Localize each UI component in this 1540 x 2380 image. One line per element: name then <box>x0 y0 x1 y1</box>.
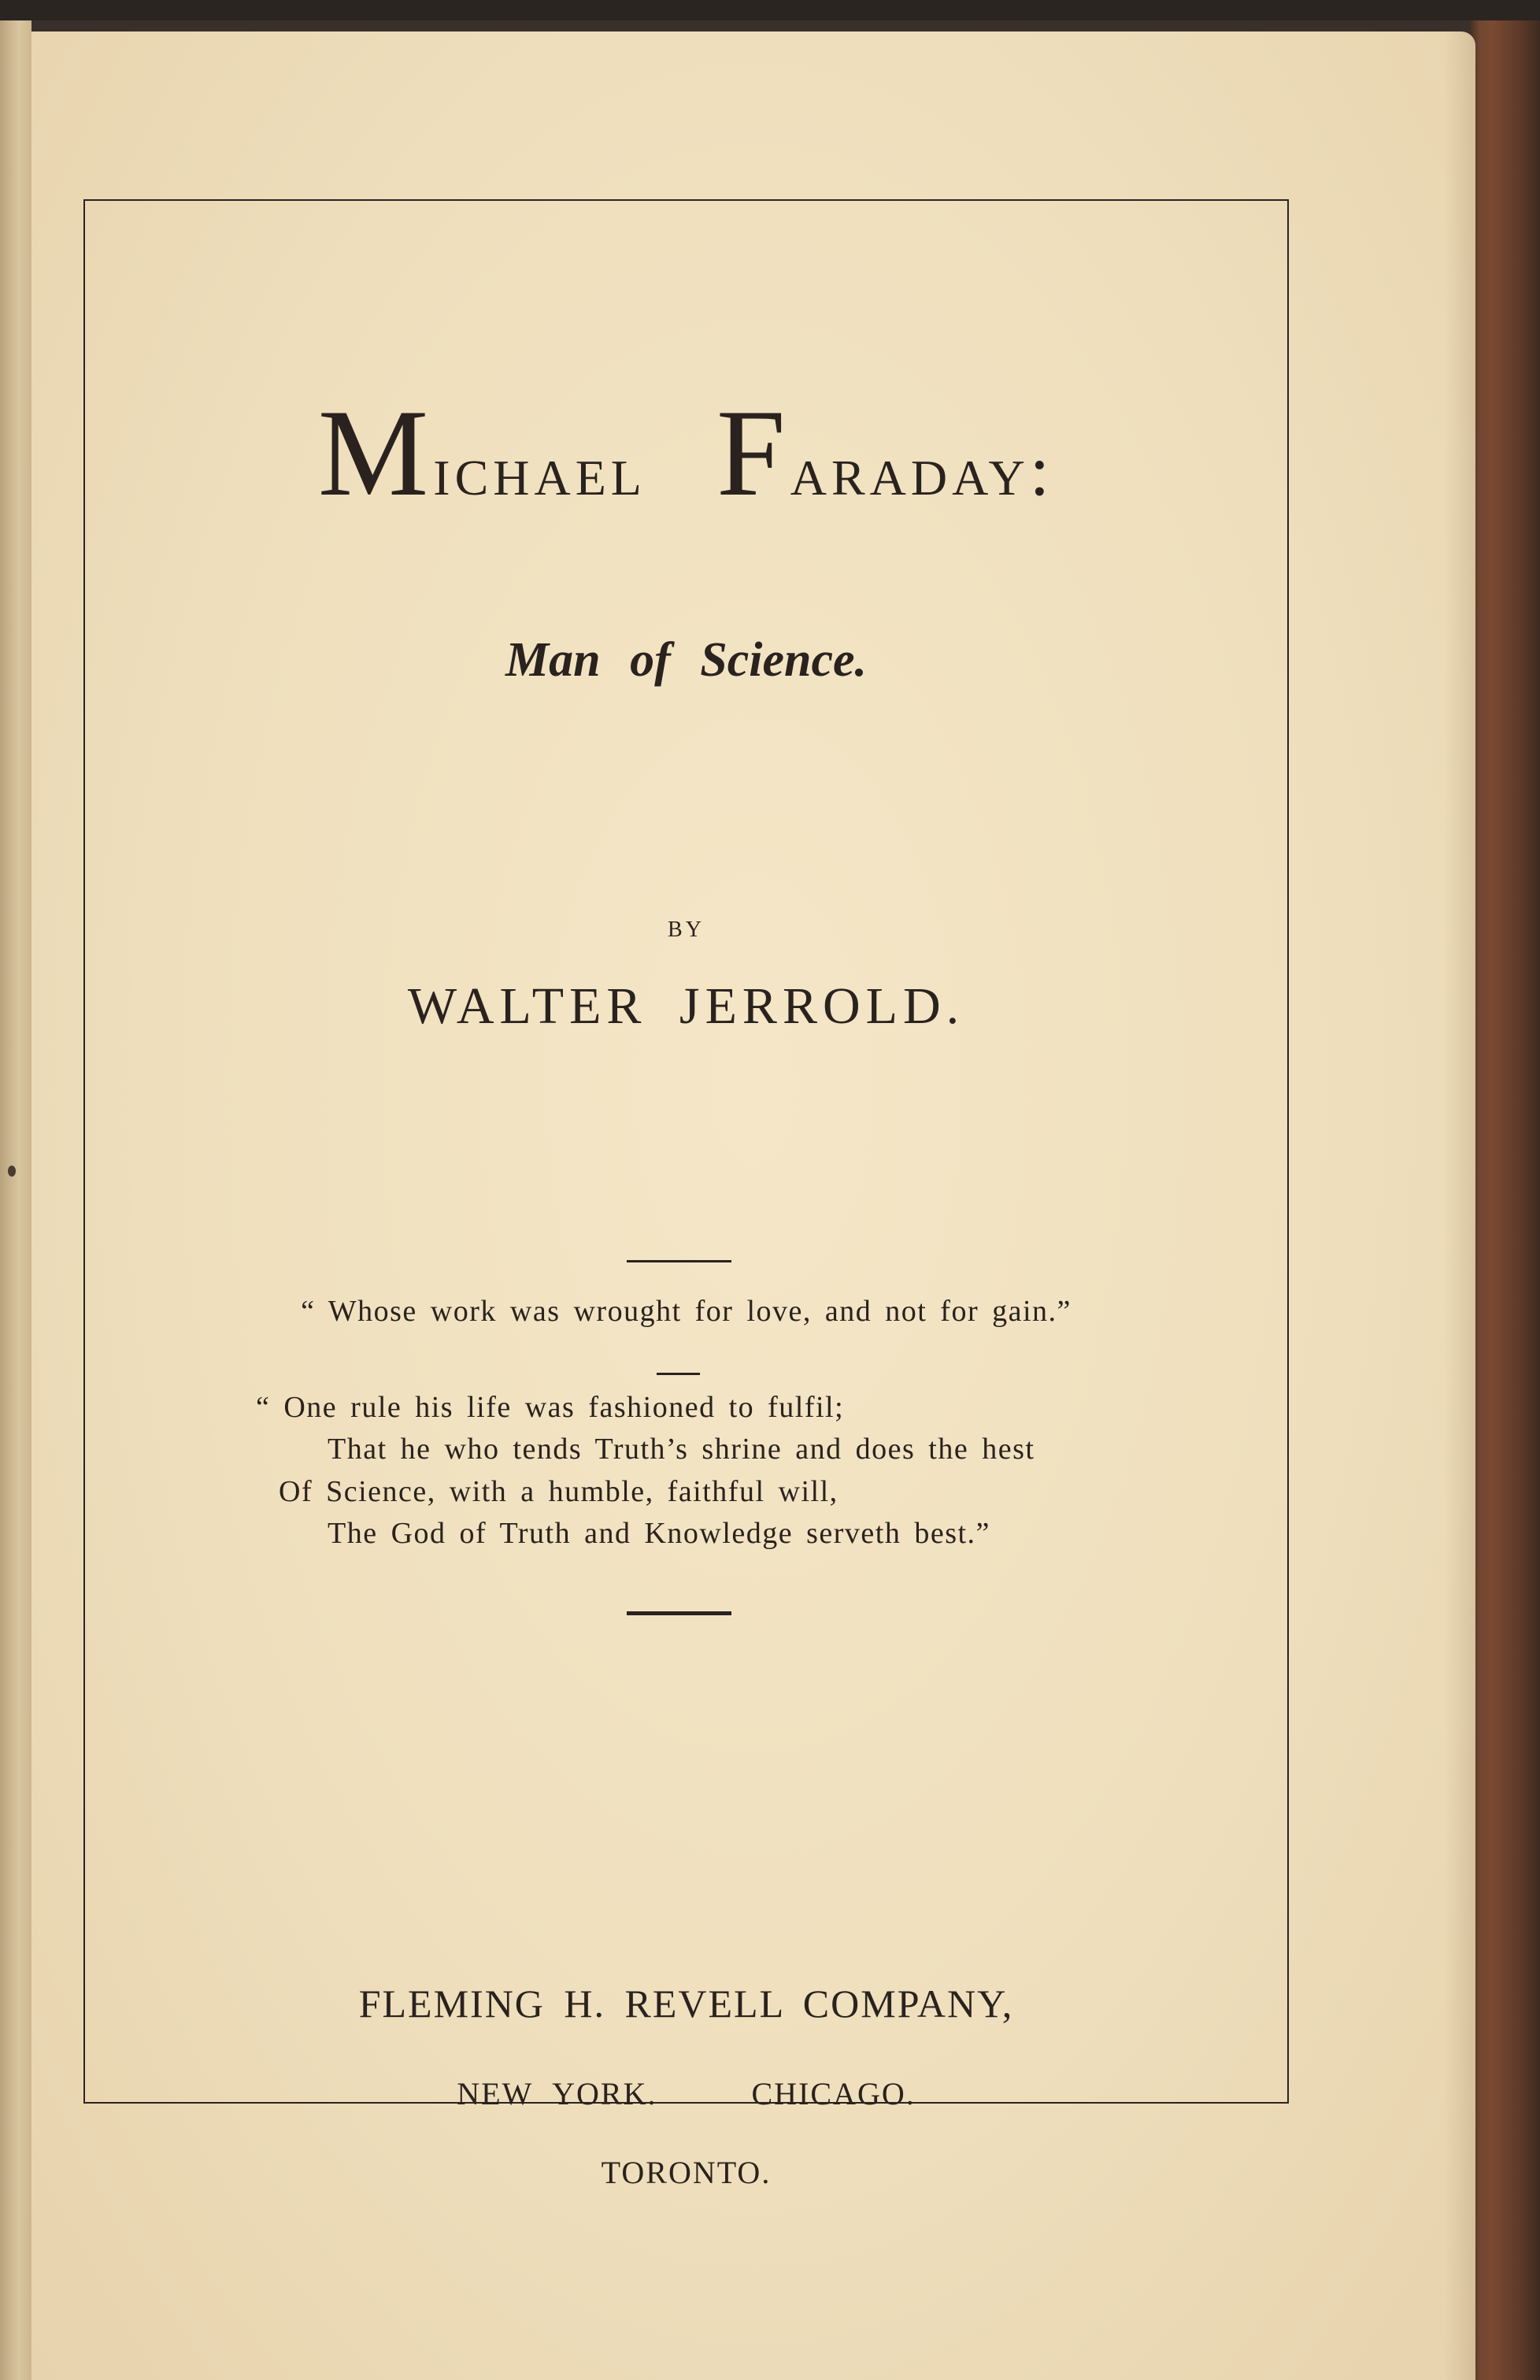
poem-line-4: The God of Truth and Knowledge serveth best.” <box>328 1517 990 1550</box>
divider-rule-top <box>627 1260 731 1262</box>
poem-line-2: That he who tends Truth’s shrine and does the hest <box>328 1433 1035 1466</box>
city-new-york: NEW YORK. <box>457 2076 657 2111</box>
publisher-cities <box>85 2075 1287 2112</box>
book-title <box>85 382 1287 525</box>
title-second-word: Faraday: <box>716 384 1055 522</box>
city-chicago: CHICAGO. <box>751 2076 916 2111</box>
scan-background-top <box>0 0 1540 20</box>
city-toronto: TORONTO. <box>601 2155 772 2190</box>
paper-speck <box>8 1166 16 1177</box>
page-edge-shadow <box>1444 32 1475 2380</box>
printed-border-frame <box>83 199 1289 2190</box>
facing-page-edge <box>0 20 31 2380</box>
by-label: BY <box>668 918 705 942</box>
divider-rule-bottom <box>627 1611 731 1615</box>
poem-line-3: Of Science, with a humble, faithful will, <box>279 1475 838 1508</box>
book-subtitle: Man of Science. <box>505 633 868 687</box>
poem-line-1: “ One rule his life was fashioned to fulfil; <box>256 1391 845 1424</box>
title-first-word: Michael <box>317 384 646 522</box>
divider-rule-short <box>657 1373 700 1375</box>
publisher-name: FLEMING H. REVELL COMPANY, <box>358 1981 1014 2026</box>
title-page <box>31 32 1475 2380</box>
book-cover-cloth <box>1471 20 1540 2380</box>
epigraph-quote: “ Whose work was wrought for love, and not for gain.” <box>301 1295 1072 1328</box>
author-name: WALTER JERROLD. <box>407 977 965 1035</box>
